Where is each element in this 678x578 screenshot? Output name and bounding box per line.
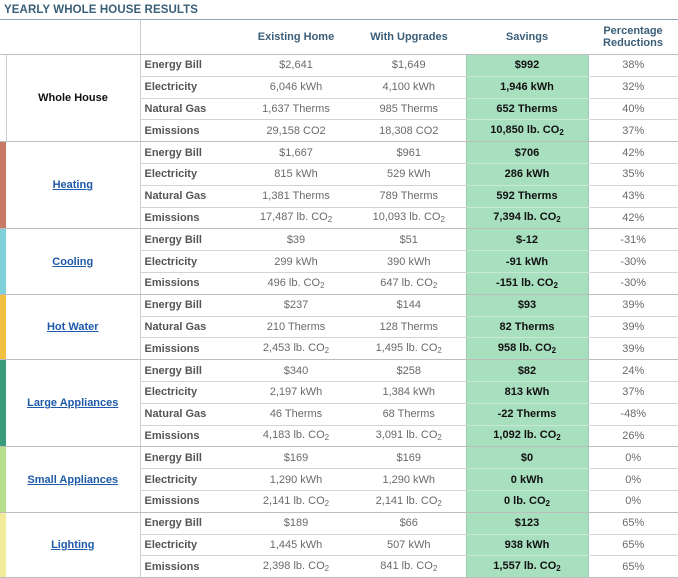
upgrades-value: [352, 360, 466, 382]
upgrades-subscript: 2: [432, 280, 438, 290]
metric-label: Energy Bill: [140, 294, 240, 316]
existing-value: [240, 556, 352, 578]
category-cell: [6, 294, 140, 359]
savings-text: 0 kWh: [510, 473, 544, 486]
header-spacer-metric: [140, 20, 240, 55]
upgrades-text: 390 kWh: [387, 255, 431, 268]
category-cell: [6, 447, 140, 512]
metric-label: Electricity: [140, 251, 240, 273]
existing-value: [240, 163, 352, 185]
existing-text: 17,487 lb. CO: [259, 211, 328, 224]
upgrades-text: 647 lb. CO: [380, 276, 433, 289]
percentage-value: 26%: [588, 425, 678, 447]
upgrades-value: [352, 207, 466, 229]
existing-value: [240, 447, 352, 469]
savings-value: [466, 512, 588, 534]
savings-text: 592 Therms: [496, 190, 558, 203]
results-table: [0, 20, 678, 578]
existing-text: 2,141 lb. CO: [262, 494, 325, 507]
existing-value: [240, 338, 352, 360]
upgrades-value: [352, 294, 466, 316]
percentage-value: 65%: [588, 512, 678, 534]
savings-text: $123: [514, 517, 540, 530]
upgrades-value: [352, 316, 466, 338]
existing-value: [240, 185, 352, 207]
savings-subscript: 2: [556, 215, 561, 225]
table-row: [0, 360, 678, 382]
existing-value: [240, 534, 352, 556]
savings-value: [466, 360, 588, 382]
existing-subscript: 2: [324, 498, 330, 508]
percentage-value: 42%: [588, 142, 678, 164]
existing-value: [240, 251, 352, 273]
metric-label: Electricity: [140, 163, 240, 185]
percentage-value: 42%: [588, 207, 678, 229]
percentage-value: -48%: [588, 403, 678, 425]
existing-text: 299 kWh: [274, 255, 318, 268]
upgrades-text: 1,290 kWh: [382, 473, 436, 486]
savings-value: [466, 403, 588, 425]
existing-value: [240, 272, 352, 294]
existing-text: $340: [283, 364, 309, 377]
savings-value: [466, 76, 588, 98]
existing-value: [240, 294, 352, 316]
existing-text: $2,641: [279, 59, 313, 72]
header-row: [0, 20, 678, 55]
percentage-value: 0%: [588, 490, 678, 512]
metric-label: Energy Bill: [140, 512, 240, 534]
existing-text: $189: [283, 517, 309, 530]
metric-label: Energy Bill: [140, 447, 240, 469]
existing-value: [240, 360, 352, 382]
savings-text: $706: [514, 146, 540, 159]
savings-text: $0: [520, 451, 534, 464]
metric-label: Emissions: [140, 556, 240, 578]
existing-text: $39: [286, 233, 306, 246]
existing-text: 1,637 Therms: [262, 102, 330, 115]
upgrades-text: 1,495 lb. CO: [375, 342, 438, 355]
savings-value: [466, 316, 588, 338]
table-row: [0, 294, 678, 316]
savings-value: [466, 534, 588, 556]
existing-subscript: 2: [324, 564, 330, 574]
savings-value: [466, 381, 588, 403]
savings-subscript: 2: [553, 280, 558, 290]
percentage-value: -31%: [588, 229, 678, 251]
savings-value: [466, 490, 588, 512]
existing-text: 815 kWh: [274, 168, 318, 181]
metric-label: Electricity: [140, 381, 240, 403]
upgrades-value: [352, 425, 466, 447]
upgrades-value: [352, 381, 466, 403]
existing-value: [240, 403, 352, 425]
upgrades-text: $66: [399, 517, 418, 530]
metric-label: Electricity: [140, 534, 240, 556]
savings-value: [466, 251, 588, 273]
category-link-lighting[interactable]: Lighting: [51, 538, 95, 551]
upgrades-text: 18,308 CO2: [379, 124, 439, 137]
metric-label: Emissions: [140, 338, 240, 360]
percentage-value: -30%: [588, 251, 678, 273]
savings-value: [466, 142, 588, 164]
savings-text: 0 lb. CO: [503, 494, 546, 507]
savings-value: [466, 469, 588, 491]
metric-label: Electricity: [140, 469, 240, 491]
upgrades-value: [352, 469, 466, 491]
savings-subscript: 2: [556, 564, 561, 574]
existing-value: [240, 229, 352, 251]
existing-text: 1,290 kWh: [269, 473, 323, 486]
existing-subscript: 2: [324, 346, 330, 356]
category-link-hot-water[interactable]: Hot Water: [46, 320, 99, 333]
upgrades-text: 789 Therms: [379, 190, 438, 203]
metric-label: Emissions: [140, 120, 240, 142]
upgrades-value: [352, 229, 466, 251]
percentage-value: 38%: [588, 55, 678, 77]
existing-value: [240, 76, 352, 98]
percentage-value: 39%: [588, 338, 678, 360]
existing-subscript: 2: [320, 280, 325, 290]
savings-subscript: 2: [545, 498, 550, 508]
savings-text: 10,850 lb. CO: [490, 124, 560, 137]
savings-value: [466, 207, 588, 229]
category-cell: [6, 512, 140, 577]
percentage-value: 32%: [588, 76, 678, 98]
existing-text: 1,381 Therms: [262, 190, 330, 203]
upgrades-value: [352, 512, 466, 534]
upgrades-text: 4,100 kWh: [382, 81, 436, 94]
savings-value: [466, 98, 588, 120]
existing-text: 496 lb. CO: [267, 276, 321, 289]
savings-subscript: 2: [559, 128, 564, 138]
metric-label: Emissions: [140, 425, 240, 447]
upgrades-value: [352, 490, 466, 512]
percentage-value: 37%: [588, 120, 678, 142]
upgrades-value: [352, 556, 466, 578]
upgrades-subscript: 2: [440, 215, 445, 225]
upgrades-value: [352, 98, 466, 120]
upgrades-text: 1,384 kWh: [382, 386, 436, 399]
existing-text: 210 Therms: [266, 320, 326, 333]
results-body: [0, 55, 678, 578]
existing-text: 6,046 kWh: [269, 81, 323, 94]
existing-text: 2,197 kWh: [269, 386, 323, 399]
header-pct-line2: Reductions: [603, 37, 663, 49]
savings-text: 7,394 lb. CO: [493, 211, 557, 224]
category-cell: [6, 360, 140, 447]
page-title: YEARLY WHOLE HOUSE RESULTS: [4, 4, 199, 16]
savings-text: 1,092 lb. CO: [493, 429, 557, 442]
existing-value: [240, 381, 352, 403]
header-savings: Savings: [466, 20, 588, 55]
table-row: [0, 142, 678, 164]
upgrades-subscript: 2: [437, 498, 442, 508]
existing-text: $1,667: [279, 146, 313, 159]
metric-label: Emissions: [140, 207, 240, 229]
percentage-value: -30%: [588, 272, 678, 294]
header-existing-home: Existing Home: [240, 20, 352, 55]
metric-label: Natural Gas: [140, 403, 240, 425]
category-cell: [6, 142, 140, 229]
savings-value: [466, 55, 588, 77]
metric-label: Energy Bill: [140, 360, 240, 382]
savings-text: $93: [517, 299, 537, 312]
metric-label: Energy Bill: [140, 55, 240, 77]
savings-value: [466, 229, 588, 251]
savings-text: 958 lb. CO: [497, 342, 552, 355]
percentage-value: 0%: [588, 447, 678, 469]
upgrades-value: [352, 185, 466, 207]
upgrades-value: [352, 142, 466, 164]
category-link-large-appliances[interactable]: Large Appliances: [27, 397, 119, 410]
category-link-cooling[interactable]: Cooling: [52, 255, 94, 268]
existing-subscript: 2: [324, 433, 330, 443]
header-with-upgrades: With Upgrades: [352, 20, 466, 55]
header-percentage-reductions: [588, 20, 678, 55]
upgrades-value: [352, 76, 466, 98]
existing-text: 29,158 CO2: [266, 124, 326, 137]
upgrades-subscript: 2: [432, 564, 438, 574]
upgrades-value: [352, 251, 466, 273]
savings-text: $-12: [515, 233, 539, 246]
existing-value: [240, 120, 352, 142]
existing-text: $169: [283, 451, 309, 464]
percentage-value: 39%: [588, 294, 678, 316]
upgrades-text: 68 Therms: [382, 408, 435, 421]
table-row: [0, 447, 678, 469]
metric-label: Electricity: [140, 76, 240, 98]
upgrades-value: [352, 403, 466, 425]
upgrades-subscript: 2: [437, 346, 442, 356]
upgrades-value: [352, 534, 466, 556]
savings-text: $82: [517, 364, 537, 377]
upgrades-text: $144: [396, 299, 421, 312]
savings-value: [466, 120, 588, 142]
existing-subscript: 2: [327, 215, 333, 225]
metric-label: Natural Gas: [140, 185, 240, 207]
existing-value: [240, 490, 352, 512]
upgrades-text: 841 lb. CO: [380, 560, 433, 573]
percentage-value: 37%: [588, 381, 678, 403]
upgrades-value: [352, 163, 466, 185]
upgrades-value: [352, 55, 466, 77]
savings-value: [466, 185, 588, 207]
upgrades-subscript: 2: [437, 433, 442, 443]
upgrades-text: $51: [399, 233, 418, 246]
savings-text: 938 kWh: [504, 538, 550, 551]
existing-value: [240, 98, 352, 120]
header-spacer-category: [6, 20, 140, 55]
existing-value: [240, 55, 352, 77]
metric-label: Emissions: [140, 490, 240, 512]
savings-text: 286 kWh: [504, 168, 550, 181]
metric-label: Energy Bill: [140, 142, 240, 164]
upgrades-text: 128 Therms: [379, 320, 438, 333]
savings-text: 82 Therms: [499, 320, 555, 333]
existing-text: 1,445 kWh: [269, 538, 323, 551]
metric-label: Emissions: [140, 272, 240, 294]
savings-text: 652 Therms: [496, 102, 558, 115]
savings-value: [466, 447, 588, 469]
savings-value: [466, 556, 588, 578]
existing-value: [240, 469, 352, 491]
table-row: [0, 512, 678, 534]
category-link-heating[interactable]: Heating: [52, 179, 93, 192]
upgrades-value: [352, 447, 466, 469]
savings-value: [466, 272, 588, 294]
existing-value: [240, 425, 352, 447]
existing-text: 4,183 lb. CO: [262, 429, 325, 442]
upgrades-text: 985 Therms: [379, 102, 438, 115]
table-row: [0, 229, 678, 251]
savings-subscript: 2: [551, 346, 557, 356]
category-link-small-appliances[interactable]: Small Appliances: [27, 473, 119, 486]
existing-value: [240, 316, 352, 338]
percentage-value: 35%: [588, 163, 678, 185]
existing-text: 2,453 lb. CO: [262, 342, 325, 355]
percentage-value: 43%: [588, 185, 678, 207]
upgrades-value: [352, 338, 466, 360]
savings-text: 1,557 lb. CO: [493, 560, 557, 573]
category-label-whole-house: Whole House: [38, 92, 108, 105]
upgrades-text: 3,091 lb. CO: [375, 429, 438, 442]
existing-text: $237: [283, 299, 309, 312]
upgrades-value: [352, 272, 466, 294]
percentage-value: 24%: [588, 360, 678, 382]
existing-text: 2,398 lb. CO: [262, 560, 325, 573]
upgrades-text: $169: [396, 451, 421, 464]
savings-text: 813 kWh: [504, 386, 550, 399]
upgrades-text: 507 kWh: [387, 538, 431, 551]
savings-text: -22 Therms: [497, 408, 557, 421]
upgrades-text: 10,093 lb. CO: [372, 211, 441, 224]
savings-subscript: 2: [556, 433, 561, 443]
savings-value: [466, 425, 588, 447]
savings-text: -151 lb. CO: [496, 276, 554, 289]
existing-value: [240, 207, 352, 229]
savings-text: 1,946 kWh: [500, 81, 554, 94]
upgrades-value: [352, 120, 466, 142]
category-cell: [6, 229, 140, 294]
upgrades-text: $258: [396, 364, 421, 377]
metric-label: Natural Gas: [140, 98, 240, 120]
percentage-value: 40%: [588, 98, 678, 120]
header-pct-line1: Percentage: [603, 25, 663, 37]
existing-value: [240, 512, 352, 534]
metric-label: Natural Gas: [140, 316, 240, 338]
savings-value: [466, 338, 588, 360]
savings-value: [466, 294, 588, 316]
upgrades-text: 2,141 lb. CO: [375, 494, 438, 507]
category-cell: [6, 55, 140, 142]
upgrades-text: $1,649: [391, 59, 426, 72]
savings-text: $992: [514, 59, 540, 72]
savings-value: [466, 163, 588, 185]
percentage-value: 65%: [588, 534, 678, 556]
table-row: [0, 55, 678, 77]
percentage-value: 65%: [588, 556, 678, 578]
percentage-value: 0%: [588, 469, 678, 491]
existing-value: [240, 142, 352, 164]
upgrades-text: 529 kWh: [387, 168, 431, 181]
savings-text: -91 kWh: [505, 255, 549, 268]
existing-text: 46 Therms: [269, 408, 323, 421]
metric-label: Energy Bill: [140, 229, 240, 251]
upgrades-text: $961: [396, 146, 421, 159]
percentage-value: 39%: [588, 316, 678, 338]
